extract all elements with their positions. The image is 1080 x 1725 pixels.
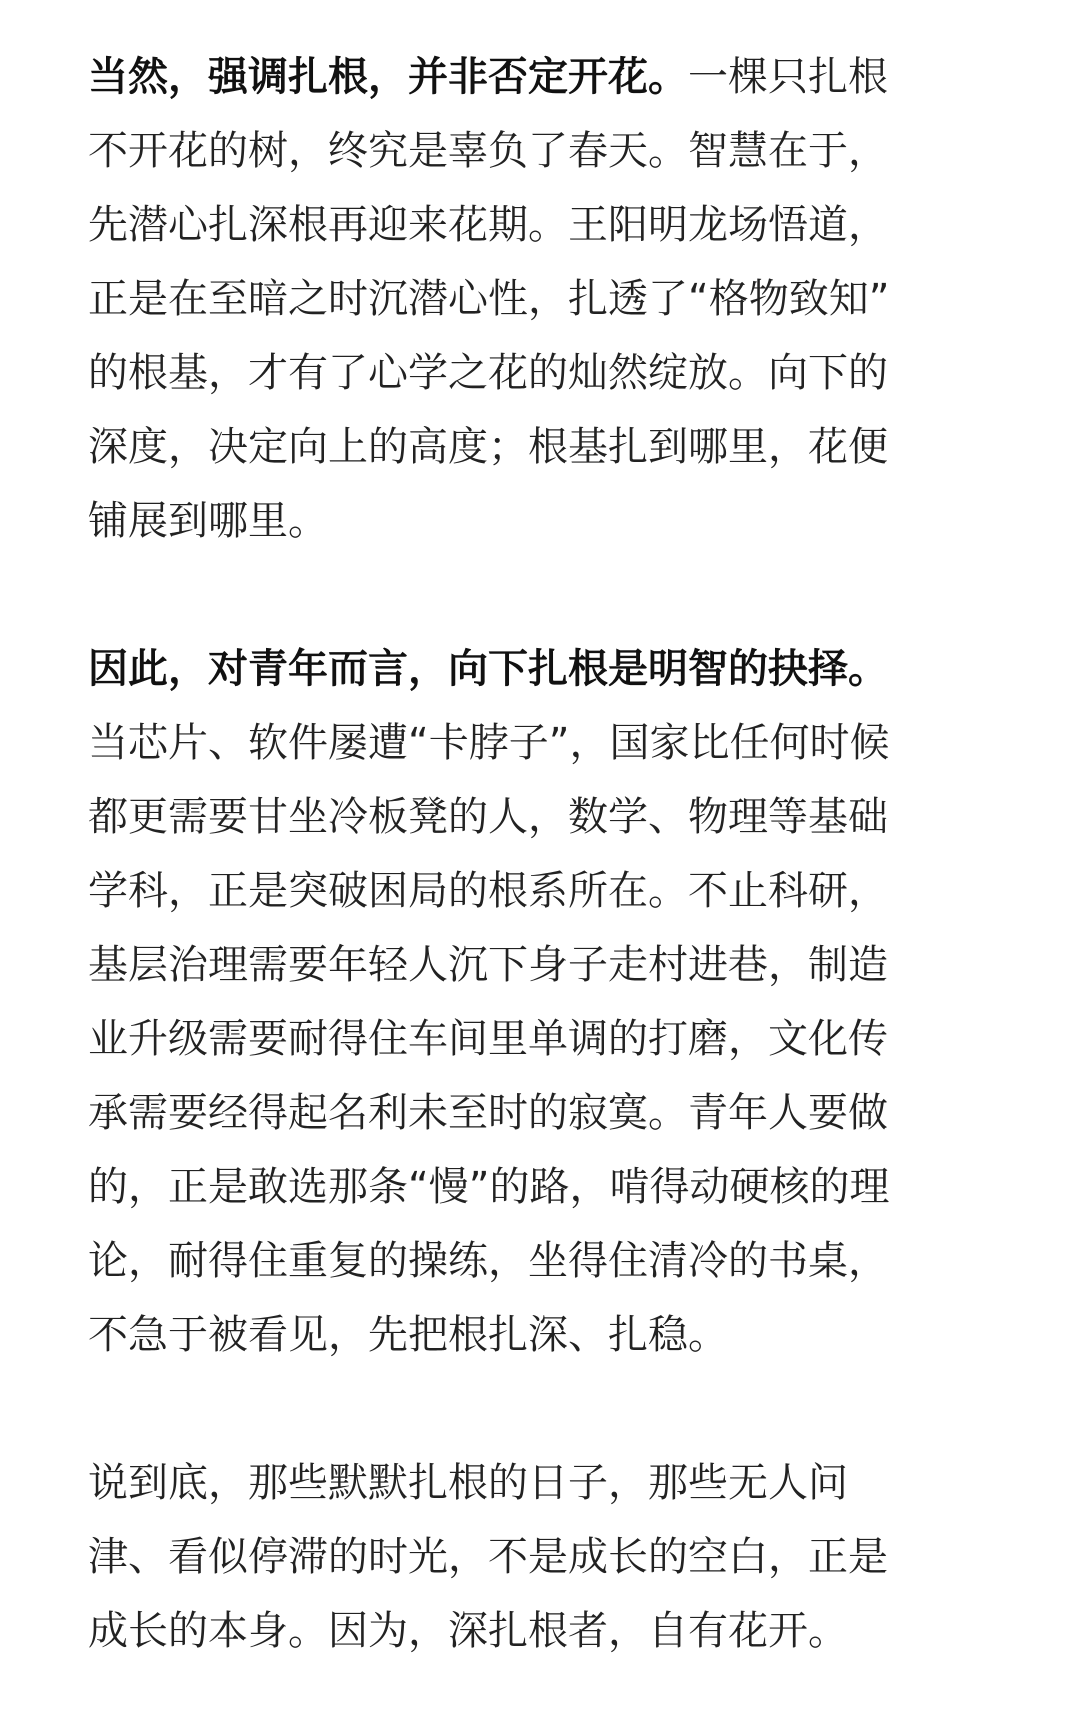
paragraph-2 xyxy=(88,632,968,1372)
paragraph-1 xyxy=(88,40,968,558)
text-line xyxy=(88,40,968,114)
text-line: 津、看似停滞的时光，不是成长的空白，正是 xyxy=(88,1534,888,1580)
text-line: 论，耐得住重复的操练，坐得住清冷的书桌， xyxy=(88,1238,888,1284)
text-line xyxy=(88,632,968,706)
bold-lead-sentence: 因此，对青年而言，向下扎根是明智的抉择。 xyxy=(88,646,888,692)
text-line: 深度，决定向上的高度；根基扎到哪里，花便 xyxy=(88,424,888,470)
text-line: 正是在至暗之时沉潜心性，扎透了“格物致知” xyxy=(88,276,890,322)
paragraph-spacer xyxy=(88,558,968,632)
text-line: 铺展到哪里。 xyxy=(88,498,328,544)
paragraph-spacer xyxy=(88,1372,968,1446)
text-line: 先潜心扎深根再迎来花期。王阳明龙场悟道， xyxy=(88,202,888,248)
text-line: 不开花的树，终究是辜负了春天。智慧在于， xyxy=(88,128,888,174)
text-line: 的，正是敢选那条“慢”的路，啃得动硬核的理 xyxy=(88,1164,890,1210)
text-line: 承需要经得起名利未至时的寂寞。青年人要做 xyxy=(88,1090,888,1136)
text-line: 的根基，才有了心学之花的灿然绽放。向下的 xyxy=(88,350,888,396)
bold-lead-sentence: 当然，强调扎根，并非否定开花。 xyxy=(88,54,688,100)
article-body xyxy=(88,40,968,1668)
paragraph-3 xyxy=(88,1446,968,1668)
text-line: 说到底，那些默默扎根的日子，那些无人问 xyxy=(88,1460,848,1506)
text-line: 学科，正是突破困局的根系所在。不止科研， xyxy=(88,868,888,914)
text-line: 基层治理需要年轻人沉下身子走村进巷，制造 xyxy=(88,942,888,988)
text-line: 当芯片、软件屡遭“卡脖子”，国家比任何时候 xyxy=(88,720,890,766)
text-line: 不急于被看见，先把根扎深、扎稳。 xyxy=(88,1312,728,1358)
text-line: 成长的本身。因为，深扎根者，自有花开。 xyxy=(88,1608,848,1654)
text-line: 业升级需要耐得住车间里单调的打磨，文化传 xyxy=(88,1016,888,1062)
text-line: 都更需要甘坐冷板凳的人，数学、物理等基础 xyxy=(88,794,888,840)
line-text: 一棵只扎根 xyxy=(688,54,888,100)
